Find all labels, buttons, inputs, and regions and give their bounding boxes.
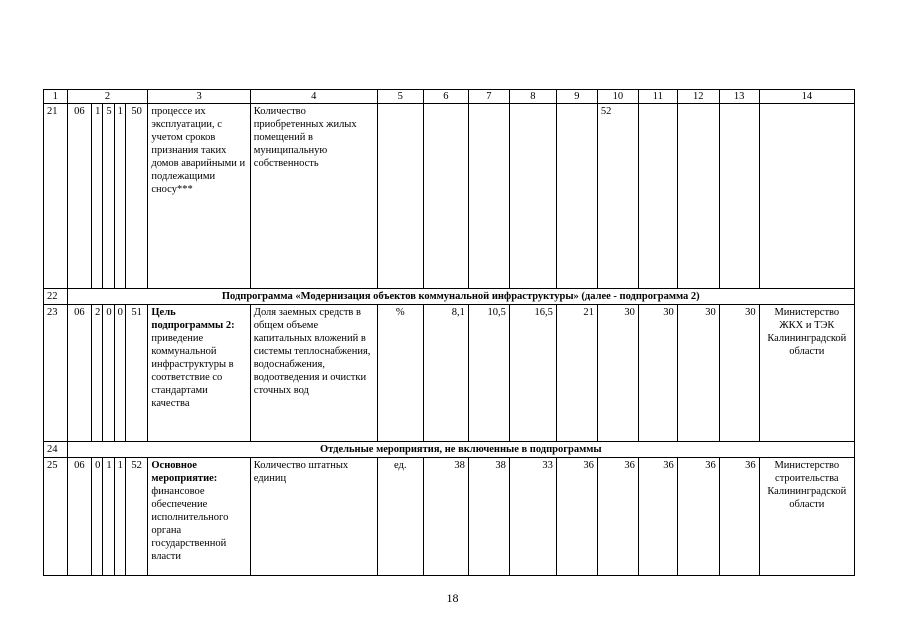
code-cell: 1: [92, 104, 103, 289]
indicator-name: Количество приобретенных жилых помещений в муниципальную собственность: [250, 104, 377, 289]
code-cell: 2: [92, 305, 103, 442]
row-number: 25: [44, 458, 68, 576]
table-row-25: [44, 458, 855, 576]
value-cell: [719, 104, 759, 289]
value-cell: 8,1: [423, 305, 468, 442]
value-cell: [556, 104, 597, 289]
code-cell: 1: [114, 458, 125, 576]
unit-cell: %: [377, 305, 423, 442]
value-cell: 10,5: [468, 305, 509, 442]
value-cell: 36: [638, 458, 677, 576]
header-col-14: 14: [759, 90, 854, 104]
value-cell: [638, 104, 677, 289]
code-cell: 0: [114, 305, 125, 442]
value-cell: 36: [677, 458, 719, 576]
measure-description: [148, 458, 250, 576]
header-col-3: 3: [148, 90, 250, 104]
value-cell: 36: [719, 458, 759, 576]
code-cell: 0: [103, 305, 114, 442]
goal-heading: Цель подпрограммы 2:: [151, 307, 235, 331]
measure-description: процессе их эксплуатации, с учетом сроков признания таких домов аварийными и подлежащими сносу***: [148, 104, 250, 289]
measure-text: финансовое обеспечение исполнительного органа государственной власти: [151, 486, 229, 562]
header-col-7: 7: [468, 90, 509, 104]
value-cell: 30: [638, 305, 677, 442]
code-cell: 51: [125, 305, 148, 442]
header-col-2: 2: [67, 90, 148, 104]
indicator-name: Количество штатных единиц: [250, 458, 377, 576]
page-number: 18: [446, 591, 459, 605]
code-cell: 06: [67, 305, 92, 442]
code-cell: 06: [67, 104, 92, 289]
table-row-21: [44, 104, 855, 289]
unit-cell: [377, 104, 423, 289]
value-cell: 21: [556, 305, 597, 442]
code-cell: 5: [103, 104, 114, 289]
value-cell: 38: [423, 458, 468, 576]
row-number: 24: [44, 442, 68, 458]
responsible-cell: Министерство строительства Калининградской области: [759, 458, 854, 576]
header-col-10: 10: [597, 90, 638, 104]
row-number: 21: [44, 104, 68, 289]
value-cell: 33: [509, 458, 556, 576]
header-col-9: 9: [556, 90, 597, 104]
row-number: 22: [44, 289, 68, 305]
header-col-4: 4: [250, 90, 377, 104]
value-cell: 30: [597, 305, 638, 442]
code-cell: 1: [114, 104, 125, 289]
section-title: Подпрограмма «Модернизация объектов коммунальной инфраструктуры» (далее - подпрограмма 2): [67, 289, 854, 305]
code-cell: 50: [125, 104, 148, 289]
header-col-12: 12: [677, 90, 719, 104]
header-col-1: 1: [44, 90, 68, 104]
value-cell: [509, 104, 556, 289]
value-cell: [677, 104, 719, 289]
value-cell: 16,5: [509, 305, 556, 442]
code-cell: 52: [125, 458, 148, 576]
table-row-23: [44, 305, 855, 442]
header-col-11: 11: [638, 90, 677, 104]
responsible-cell: [759, 104, 854, 289]
value-cell: 30: [677, 305, 719, 442]
code-cell: 1: [103, 458, 114, 576]
section-title: Отдельные мероприятия, не включенные в подпрограммы: [67, 442, 854, 458]
value-cell: 38: [468, 458, 509, 576]
goal-text: приведение коммунальной инфраструктуры в соответствие со стандартами качества: [151, 333, 234, 409]
value-cell: [423, 104, 468, 289]
value-cell: 36: [556, 458, 597, 576]
indicator-table: [43, 89, 855, 576]
code-cell: 0: [92, 458, 103, 576]
header-col-13: 13: [719, 90, 759, 104]
indicator-name: Доля заемных средств в общем объеме капитальных вложений в системы теплоснабжения, водоснабжения, водоотведения и очистки сточных вод: [250, 305, 377, 442]
row-number: 23: [44, 305, 68, 442]
header-col-6: 6: [423, 90, 468, 104]
responsible-cell: Министерство ЖКХ и ТЭК Калининградской области: [759, 305, 854, 442]
header-col-5: 5: [377, 90, 423, 104]
unit-cell: ед.: [377, 458, 423, 576]
value-cell: [468, 104, 509, 289]
value-cell: 52: [597, 104, 638, 289]
value-cell: 36: [597, 458, 638, 576]
value-cell: 30: [719, 305, 759, 442]
section-row-24: [44, 442, 855, 458]
code-cell: 06: [67, 458, 92, 576]
measure-description: [148, 305, 250, 442]
header-row: [44, 90, 855, 104]
measure-heading: Основное мероприятие:: [151, 460, 218, 484]
header-col-8: 8: [509, 90, 556, 104]
section-row-22: [44, 289, 855, 305]
